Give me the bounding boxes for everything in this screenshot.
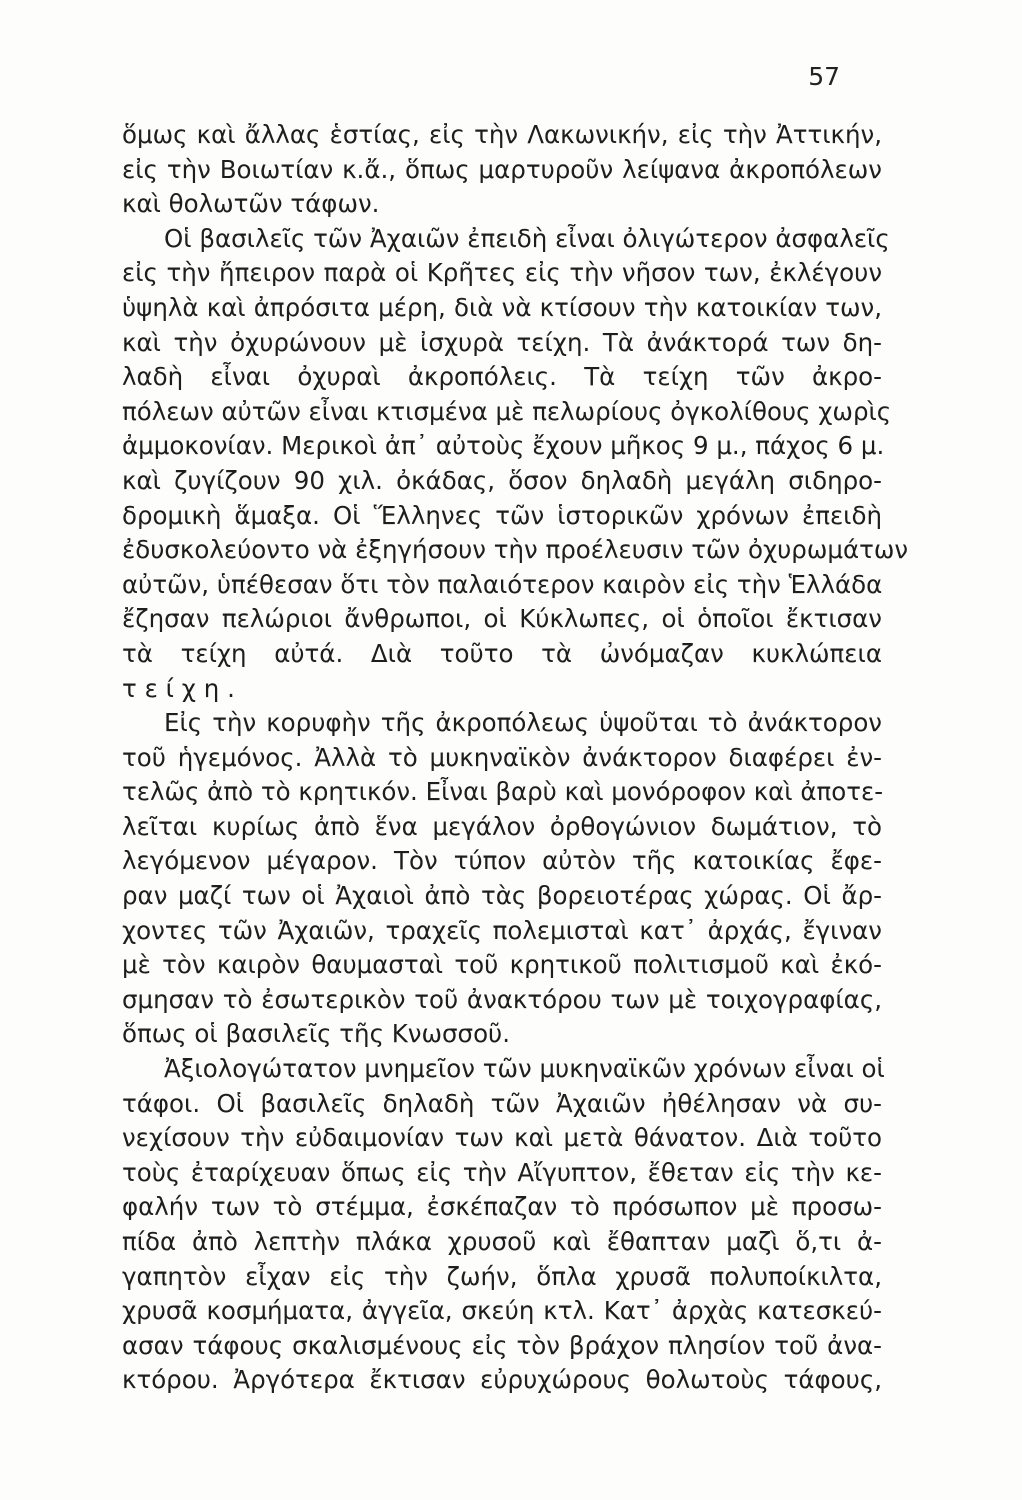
text-line: ὑψηλὰ καὶ ἀπρόσιτα μέρη, διὰ νὰ κτίσουν τὴν κατοικίαν των, — [122, 292, 882, 322]
paragraph-start-line: Εἰς τὴν κορυφὴν τῆς ἀκροπόλεως ὑψοῦται τὸ ἀνάκτορον — [164, 708, 882, 738]
text-line: πίδα ἀπὸ λεπτὴν πλάκα χρυσοῦ καὶ ἔθαπταν μαζὶ ὅ,τι ἀ- — [122, 1227, 882, 1256]
text-line: ὅμως καὶ ἄλλας ἑστίας, εἰς τὴν Λακωνικήν, εἰς τὴν Ἀττικήν, — [122, 120, 882, 149]
text-line: χοντες τῶν Ἀχαιῶν, τραχεῖς πολεμισταὶ κατ᾽ ἀρχάς, ἔγιναν — [122, 915, 882, 945]
text-line: φαλήν των τὸ στέμμα, ἐσκέπαζαν τὸ πρόσωπον μὲ προσω- — [122, 1192, 882, 1222]
text-line: γαπητὸν εἶχαν εἰς τὴν ζωήν, ὅπλα χρυσᾶ πολυποίκιλτα, — [122, 1261, 882, 1291]
text-line: ὅπως οἱ βασιλεῖς τῆς Κνωσσοῦ. — [122, 1019, 511, 1049]
text-line: εἰς τὴν Βοιωτίαν κ.ἄ., ὅπως μαρτυροῦν λείψανα ἀκροπόλεων — [122, 154, 882, 184]
text-line: τὰ τείχη αὐτά. Διὰ τοῦτο τὰ ὠνόμαζαν κυκλώπεια — [122, 638, 882, 668]
text-line: ἀμμοκονίαν. Μερικοὶ ἀπ᾽ αὐτοὺς ἔχουν μῆκος 9 μ., πάχος 6 μ. — [122, 431, 885, 461]
page-number: 57 — [808, 62, 840, 91]
text-line: τοῦ ἡγεμόνος. Ἀλλὰ τὸ μυκηναϊκὸν ἀνάκτορον διαφέρει ἐν- — [122, 742, 882, 772]
text-line: καὶ θολωτῶν τάφων. — [122, 189, 380, 219]
text-line: πόλεων αὐτῶν εἶναι κτισμένα μὲ πελωρίους ὀγκολίθους χωρὶς — [122, 396, 892, 426]
text-line: τοὺς ἐταρίχευαν ὅπως εἰς τὴν Αἴγυπτον, ἔθεταν εἰς τὴν κε- — [122, 1157, 882, 1187]
text-line: ραν μαζί των οἱ Ἀχαιοὶ ἀπὸ τὰς βορειοτέρας χώρας. Οἱ ἄρ- — [122, 881, 882, 911]
text-line: χρυσᾶ κοσμήματα, ἀγγεῖα, σκεύη κτλ. Κατ᾽ ἀρχὰς κατεσκεύ- — [122, 1296, 882, 1326]
text-line: σμησαν τὸ ἐσωτερικὸν τοῦ ἀνακτόρου των μὲ τοιχογραφίας, — [122, 984, 882, 1014]
text-line: λεγόμενον μέγαρον. Τὸν τύπον αὐτὸν τῆς κατοικίας ἔφε- — [122, 846, 882, 876]
text-line: τάφοι. Οἱ βασιλεῖς δηλαδὴ τῶν Ἀχαιῶν ἠθέλησαν νὰ συ- — [122, 1088, 882, 1118]
text-line: δρομικὴ ἅμαξα. Οἱ Ἕλληνες τῶν ἱστορικῶν χρόνων ἐπειδὴ — [122, 500, 882, 530]
text-line: ἐδυσκολεύοντο νὰ ἐξηγήσουν τὴν προέλευσιν τῶν ὀχυρωμάτων — [122, 535, 909, 565]
paragraph-start-line: Ἀξιολογώτατον μνημεῖον τῶν μυκηναϊκῶν χρόνων εἶναι οἱ — [164, 1054, 885, 1084]
text-line: καὶ ζυγίζουν 90 χιλ. ὀκάδας, ὅσον δηλαδὴ μεγάλη σιδηρο- — [122, 465, 882, 495]
text-line: εἰς τὴν ἤπειρον παρὰ οἱ Κρῆτες εἰς τὴν νῆσον των, ἐκλέγουν — [122, 258, 882, 288]
text-line: καὶ τὴν ὀχυρώνουν μὲ ἰσχυρὰ τείχη. Τὰ ἀνάκτορά των δη- — [122, 327, 882, 357]
text-line: λαδὴ εἶναι ὀχυραὶ ἀκροπόλεις. Τὰ τείχη τῶν ἀκρο- — [122, 362, 882, 392]
text-line: αὐτῶν, ὑπέθεσαν ὅτι τὸν παλαιότερον καιρὸν εἰς τὴν Ἑλλάδα — [122, 569, 883, 599]
text-line: κτόρου. Ἀργότερα ἔκτισαν εὐρυχώρους θολωτοὺς τάφους, — [122, 1365, 882, 1395]
text-line: ἔζησαν πελώριοι ἄνθρωποι, οἱ Κύκλωπες, οἱ ὁποῖοι ἔκτισαν — [122, 604, 882, 634]
text-line: μὲ τὸν καιρὸν θαυμασταὶ τοῦ κρητικοῦ πολιτισμοῦ καὶ ἐκό- — [122, 950, 882, 980]
text-line: λεῖται κυρίως ἀπὸ ἕνα μεγάλον ὀρθογώνιον δωμάτιον, τὸ — [122, 811, 882, 841]
paragraph-start-line: Οἱ βασιλεῖς τῶν Ἀχαιῶν ἐπειδὴ εἶναι ὀλιγώτερον ἀσφαλεῖς — [164, 223, 890, 253]
text-line: ασαν τάφους σκαλισμένους εἰς τὸν βράχον πλησίον τοῦ ἀνα- — [122, 1330, 882, 1360]
text-line: νεχίσουν τὴν εὐδαιμονίαν των καὶ μετὰ θάνατον. Διὰ τοῦτο — [122, 1123, 882, 1153]
text-line: τελῶς ἀπὸ τὸ κρητικόν. Εἶναι βαρὺ καὶ μονόροφον καὶ ἀποτε- — [122, 777, 884, 807]
text-line: τείχη. — [122, 673, 243, 703]
body-text — [122, 118, 909, 1398]
